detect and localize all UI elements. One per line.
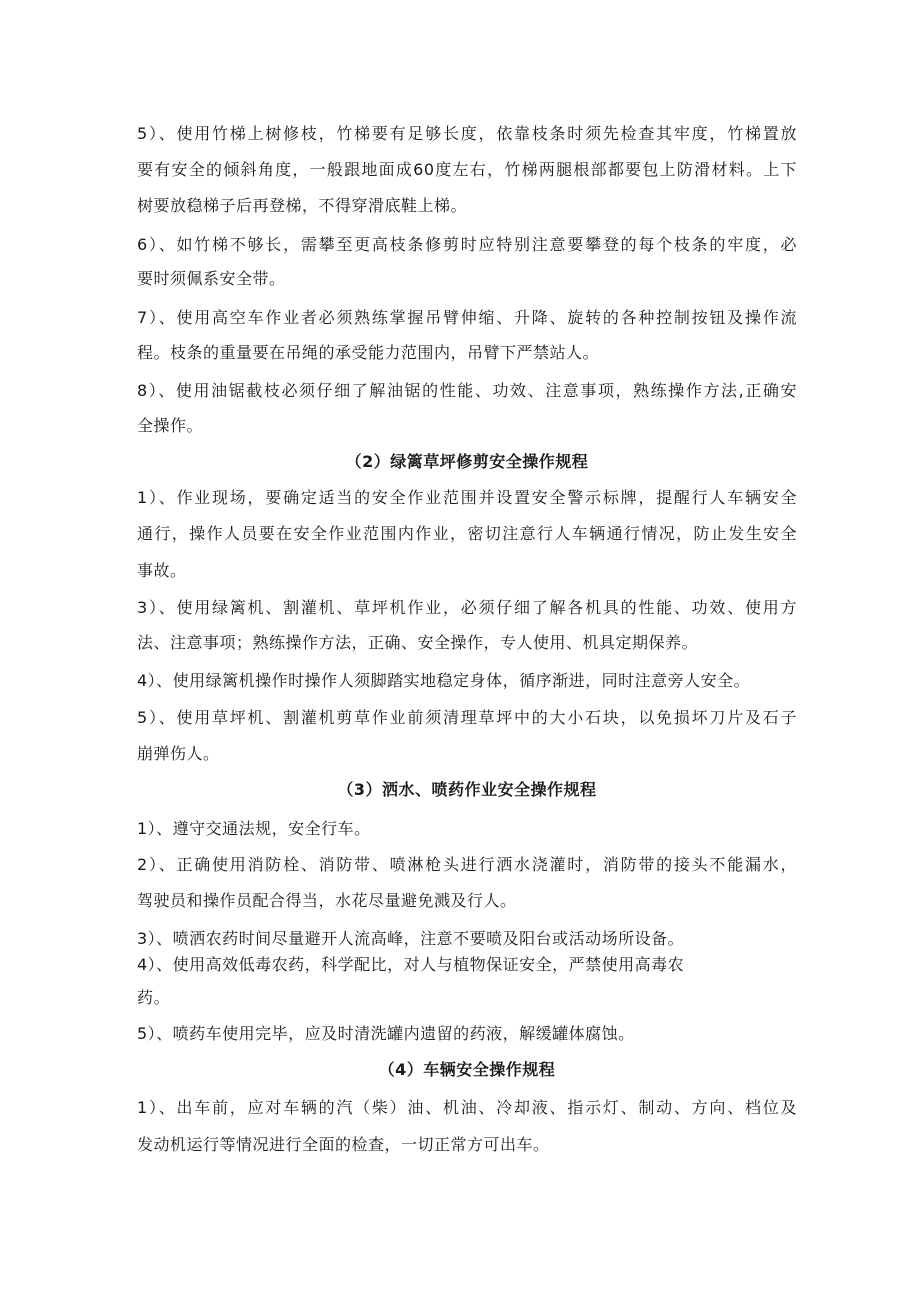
paragraph-line: 3）、使用绿篱机、割灌机、草坪机作业，必须仔细了解各机具的性能、功效、使用方 bbox=[137, 598, 797, 617]
paragraph-line: 1）、出车前，应对车辆的汽（柴）油、机油、冷却液、指示灯、制动、方向、档位及 bbox=[137, 1098, 797, 1117]
paragraph-line: 1）、遵守交通法规，安全行车。 bbox=[137, 819, 371, 838]
section-heading-4: （4）车辆安全操作规程 bbox=[378, 1060, 556, 1079]
paragraph-line: 3）、喷洒农药时间尽量避开人流高峰，注意不要喷及阳台或活动场所设备。 bbox=[137, 929, 685, 948]
paragraph-line: 法、注意事项；熟练操作方法，正确、安全操作，专人使用、机具定期保养。 bbox=[137, 633, 699, 652]
paragraph-line: 驾驶员和操作员配合得当，水花尽量避免溅及行人。 bbox=[137, 891, 517, 910]
paragraph-line: 树要放稳梯子后再登梯，不得穿滑底鞋上梯。 bbox=[137, 196, 468, 215]
paragraph-line: 发动机运行等情况进行全面的检查，一切正常方可出车。 bbox=[137, 1135, 550, 1154]
paragraph-line: 要时须佩系安全带。 bbox=[137, 269, 286, 288]
paragraph-line: 4）、使用绿篱机操作时操作人须脚踏实地稳定身体，循序渐进，同时注意旁人安全。 bbox=[137, 671, 751, 690]
paragraph-line: 1）、作业现场，要确定适当的安全作业范围并设置安全警示标牌，提醒行人车辆安全 bbox=[137, 488, 797, 507]
paragraph-line: 全操作。 bbox=[137, 416, 204, 435]
paragraph-line: 程。枝条的重量要在吊绳的承受能力范围内，吊臂下严禁站人。 bbox=[137, 343, 600, 362]
paragraph-line: 事故。 bbox=[137, 561, 187, 580]
paragraph-line: 8）、使用油锯截枝必须仔细了解油锯的性能、功效、注意事项，熟练操作方法,正确安 bbox=[137, 381, 797, 400]
paragraph-line: 药。 bbox=[137, 988, 171, 1007]
paragraph-line: 7）、使用高空车作业者必须熟练掌握吊臂伸缩、升降、旋转的各种控制按钮及操作流 bbox=[137, 308, 797, 327]
paragraph-line: 6）、如竹梯不够长，需攀至更高枝条修剪时应特别注意要攀登的每个枝条的牢度，必 bbox=[137, 235, 797, 254]
section-heading-3: （3）洒水、喷药作业安全操作规程 bbox=[337, 780, 597, 799]
paragraph-line: 崩弹伤人。 bbox=[137, 744, 220, 763]
paragraph-line: 4）、使用高效低毒农药，科学配比，对人与植物保证安全，严禁使用高毒农 bbox=[137, 955, 685, 974]
paragraph-line: 2）、正确使用消防栓、消防带、喷淋枪头进行洒水浇灌时，消防带的接头不能漏水， bbox=[137, 855, 797, 874]
paragraph-line: 要有安全的倾斜角度，一般跟地面成60度左右，竹梯两腿根部都要包上防滑材料。上下 bbox=[137, 160, 797, 179]
paragraph-line: 5）、使用草坪机、割灌机剪草作业前须清理草坪中的大小石块，以免损坏刀片及石子 bbox=[137, 708, 797, 727]
section-heading-2: （2）绿篱草坪修剪安全操作规程 bbox=[345, 452, 589, 471]
paragraph-line: 5）、使用竹梯上树修枝，竹梯要有足够长度，依靠枝条时须先检查其牢度，竹梯置放 bbox=[137, 124, 797, 143]
paragraph-line: 通行，操作人员要在安全作业范围内作业，密切注意行人车辆通行情况，防止发生安全 bbox=[137, 524, 797, 543]
paragraph-line: 5）、喷药车使用完毕，应及时清洗罐内遗留的药液，解缓罐体腐蚀。 bbox=[137, 1024, 635, 1043]
